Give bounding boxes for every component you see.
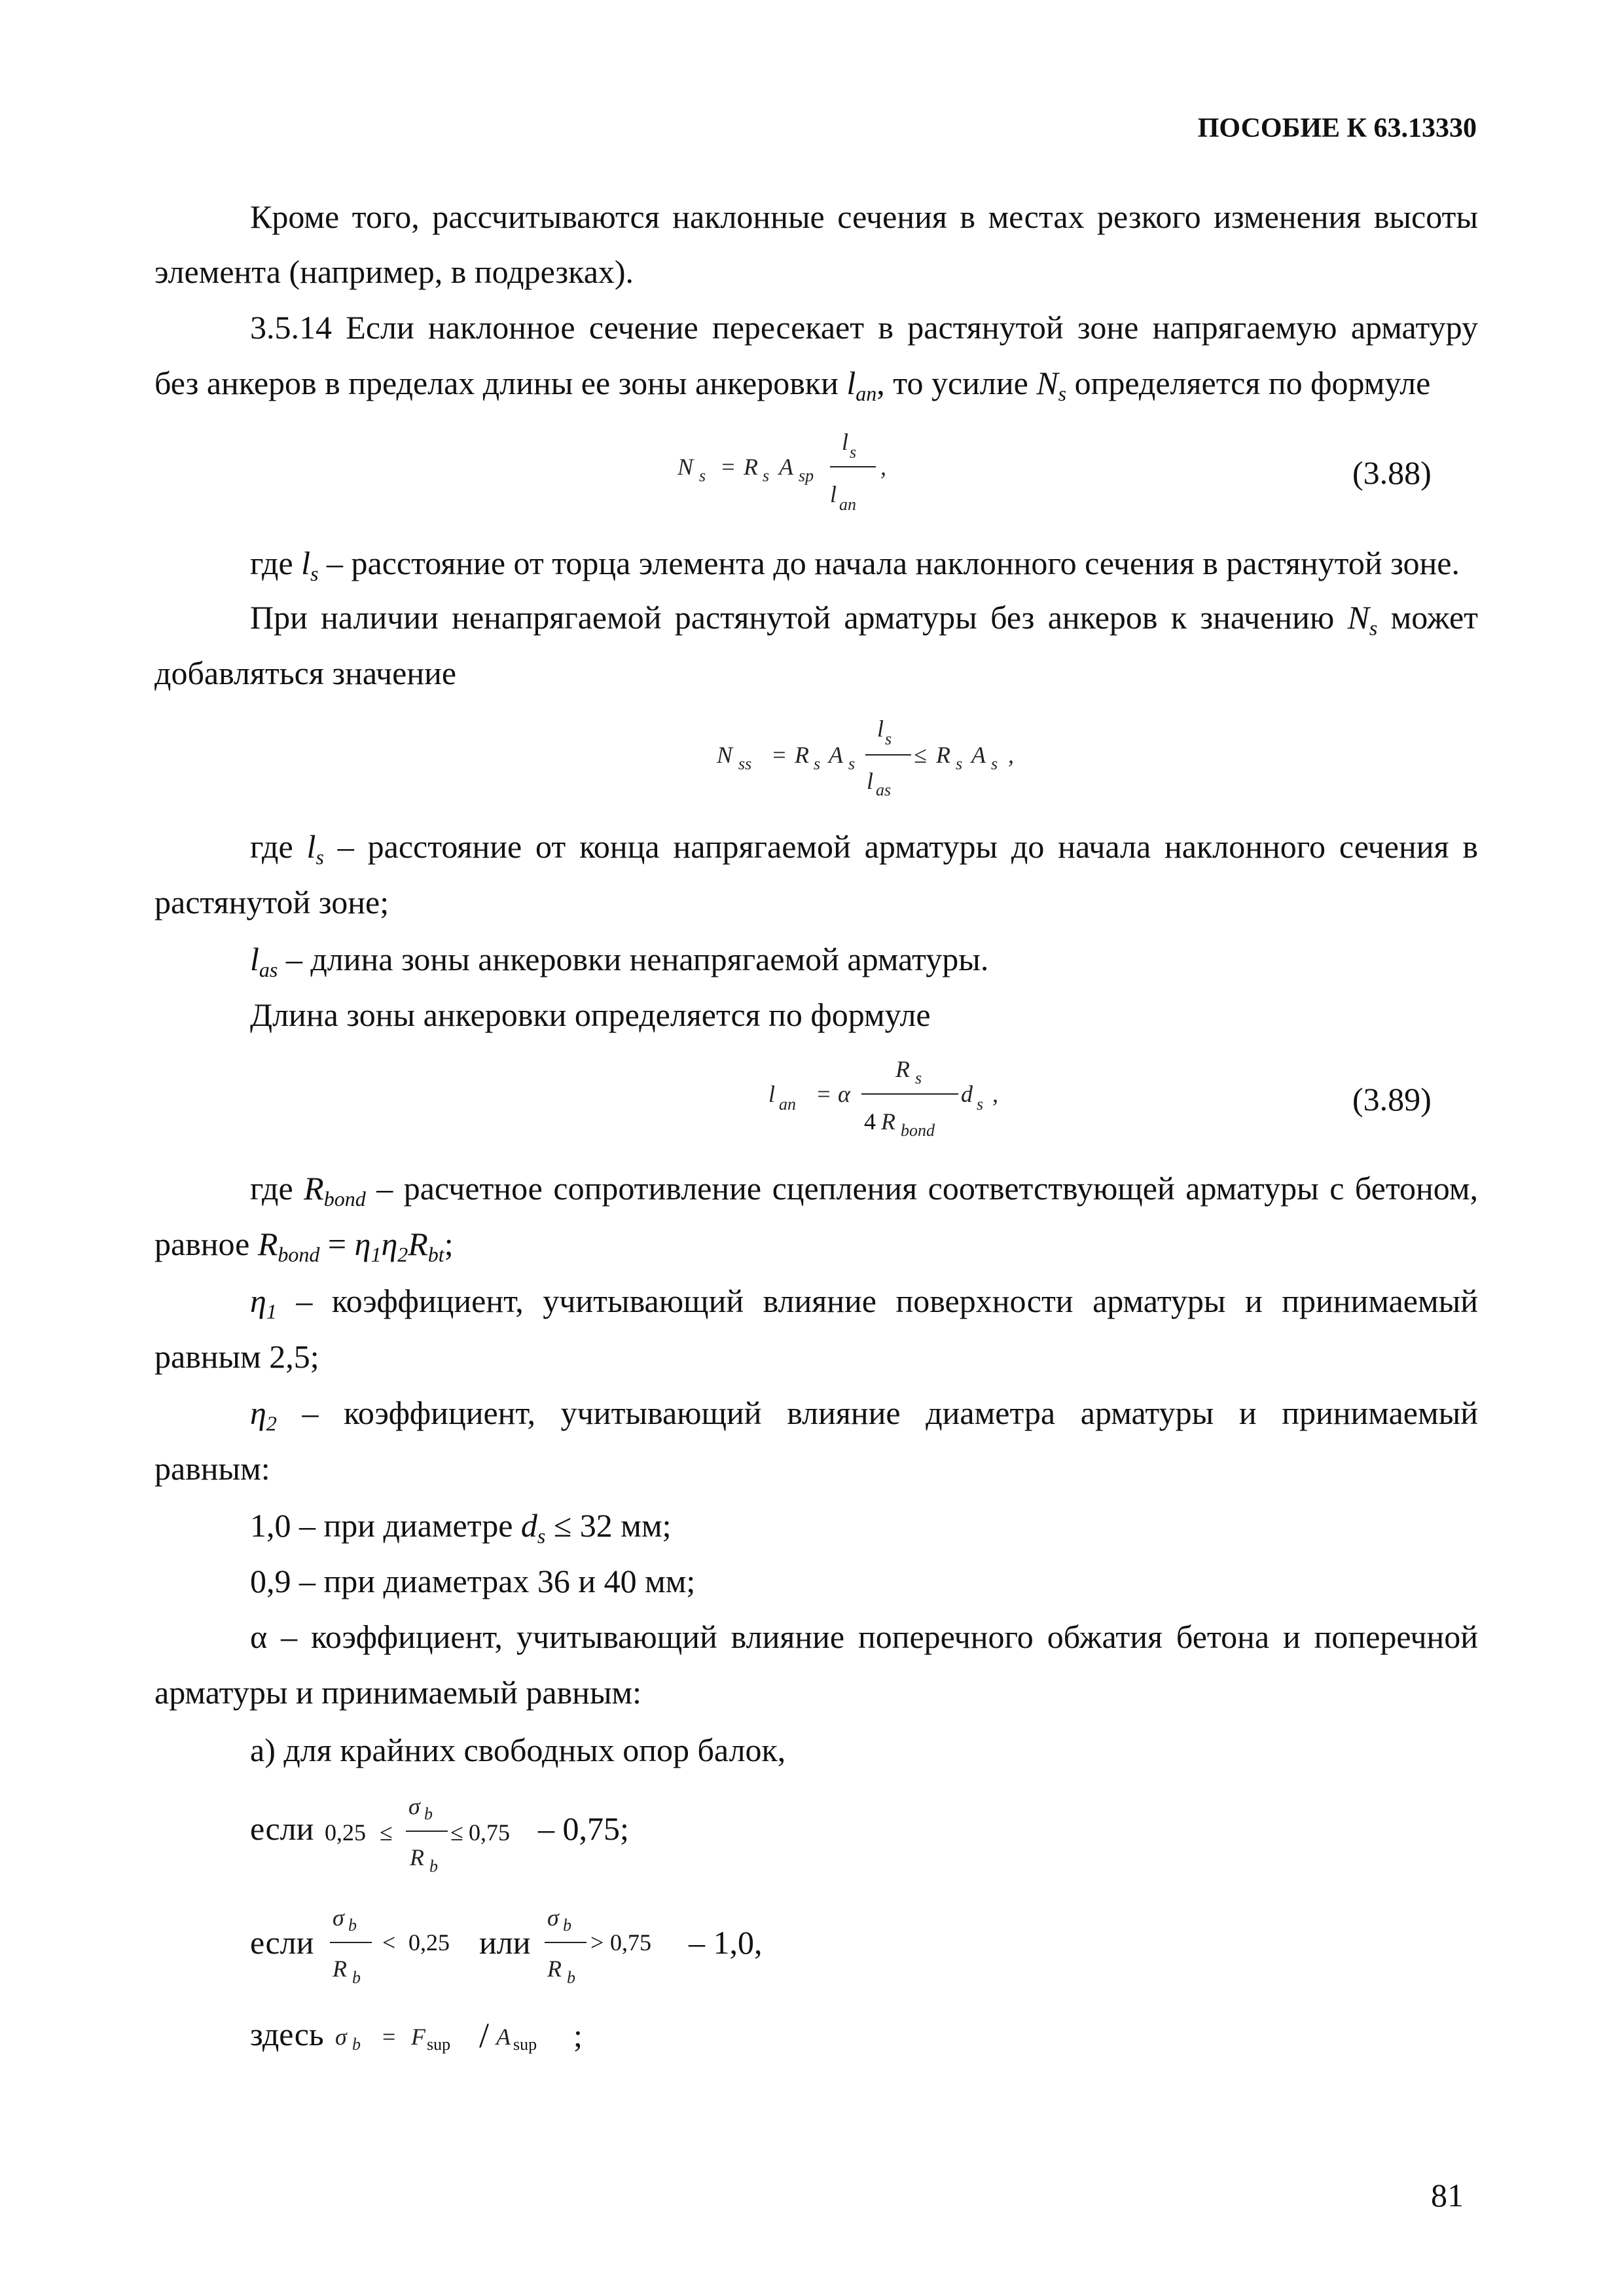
paragraph-line: где $l_s$ – расстояние от конца напрягаемой арматуры до начала наклонного сечения в bbox=[250, 828, 1478, 869]
fraction-bar bbox=[330, 1942, 372, 1943]
fraction-bar bbox=[865, 754, 911, 756]
paragraph-line: Кроме того, рассчитываются наклонные сечения в местах резкого изменения высоты bbox=[250, 198, 1478, 235]
paragraph-line: равным 2,5; bbox=[154, 1338, 319, 1375]
paragraph-line: где $l_s$ – расстояние от торца элемента до начала наклонного сечения в растянутой зоне. bbox=[250, 545, 1460, 585]
page-number: 81 bbox=[1431, 2177, 1464, 2214]
paragraph-line: α – коэффициент, учитывающий влияние поперечного обжатия бетона и поперечной bbox=[250, 1618, 1478, 1655]
paragraph-line: добавляться значение bbox=[154, 655, 457, 691]
paragraph-line: 3.5.14 Если наклонное сечение пересекает в растянутой зоне напрягаемую арматуру bbox=[250, 309, 1478, 346]
paragraph-line: без анкеров в пределах длины ее зоны анкеровки $l_{an}$, то усилие $N_s$ определяется по формуле bbox=[154, 365, 1431, 405]
paragraph-line: При наличии ненапрягаемой растянутой арматуры без анкеров к значению $N_s$ может bbox=[250, 599, 1478, 640]
paragraph-line: $\eta_1$ – коэффициент, учитывающий влияние поверхности арматуры и принимаемый bbox=[250, 1283, 1478, 1323]
paragraph-line: а) для крайних свободных опор балок, bbox=[250, 1732, 786, 1768]
paragraph-line: растянутой зоне; bbox=[154, 884, 389, 920]
paragraph-line: 1,0 – при диаметре $d_s \le 32$ мм; bbox=[250, 1507, 672, 1548]
fraction-bar bbox=[861, 1093, 958, 1095]
fraction-bar bbox=[545, 1942, 586, 1943]
paragraph-line: Длина зоны анкеровки определяется по формуле bbox=[250, 996, 931, 1033]
paragraph-line: равным: bbox=[154, 1450, 270, 1487]
paragraph-line: арматуры и принимаемый равным: bbox=[154, 1674, 642, 1711]
document-page: ПОСОБИЕ К 63.13330 Кроме того, рассчитываются наклонные сечения в местах резкого изменения высоты элемента (например, в подрезках). 3.5.14 Если наклонное сечение пересекает в растянутой зоне напрягаемую арматуру без анкеров в пределах длины ее зоны анкеровки $l_{an}$, то усилие $N_s$ определяется по формуле N s = R s A sp l s l an , (3.88) где $l_s$ – расстояние от торца элемента до начала наклонного сечения в растянутой зоне. При наличии ненапрягаемой растянутой арматуры без анкеров к значению $N_s$ может добавляться значение N ss = R s A s l s l as ≤ R s A s , где $l_s$ – расстояние от конца напрягаемой арматуры до начала наклонного сечения в растянутой зоне; $l_{as}$ – длина зоны анкеровки ненапрягаемой арматуры. Длина зоны анкеровки определяется по формуле l an = α R s 4 R bond d s , (3.89) где $R_{bond}$ – расчетное сопротивление сцепления соответствующей арматуры с бетоном, равное $R_{bond} = \eta_1\eta_2R_{bt}$; $\eta_1$ – коэффициент, учитывающий влияние поверхности арматуры и принимаемый равным 2,5; $\eta_2$ – коэффициент, учитывающий влияние диаметра арматуры и принимаемый равным: 1,0 – при диаметре $d_s \le 32$ мм; 0,9 – при диаметрах 36 и 40 мм; α – коэффициент, учитывающий влияние поперечного обжатия бетона и поперечной арматуры и принимаемый равным: а) для крайних свободных опор балок, если 0,25 ≤ σ b R b ≤ 0,75 – 0,75; если σ b R b < 0,25 или σ b R b > 0,75 – 1,0, здесь σ b = F sup / A sup ; 81 bbox=[154, 113, 1479, 2214]
page-header: ПОСОБИЕ К 63.13330 bbox=[1197, 113, 1477, 143]
paragraph-line: $\eta_2$ – коэффициент, учитывающий влияние диаметра арматуры и принимаемый bbox=[250, 1394, 1478, 1435]
paragraph-line: равное $R_{bond} = \eta_1\eta_2R_{bt}$; bbox=[154, 1226, 454, 1266]
paragraph-line: $l_{as}$ – длина зоны анкеровки ненапрягаемой арматуры. bbox=[250, 941, 989, 981]
equation-number: (3.89) bbox=[1352, 1081, 1432, 1118]
equation-number: (3.88) bbox=[1352, 454, 1432, 491]
fraction-bar bbox=[830, 466, 876, 467]
paragraph-line: 0,9 – при диаметрах 36 и 40 мм; bbox=[250, 1563, 696, 1599]
fraction-bar bbox=[406, 1831, 448, 1832]
paragraph-line: где $R_{bond}$ – расчетное сопротивление сцепления соответствующей арматуры с бетоном, bbox=[250, 1170, 1479, 1211]
paragraph-line: элемента (например, в подрезках). bbox=[154, 253, 634, 290]
